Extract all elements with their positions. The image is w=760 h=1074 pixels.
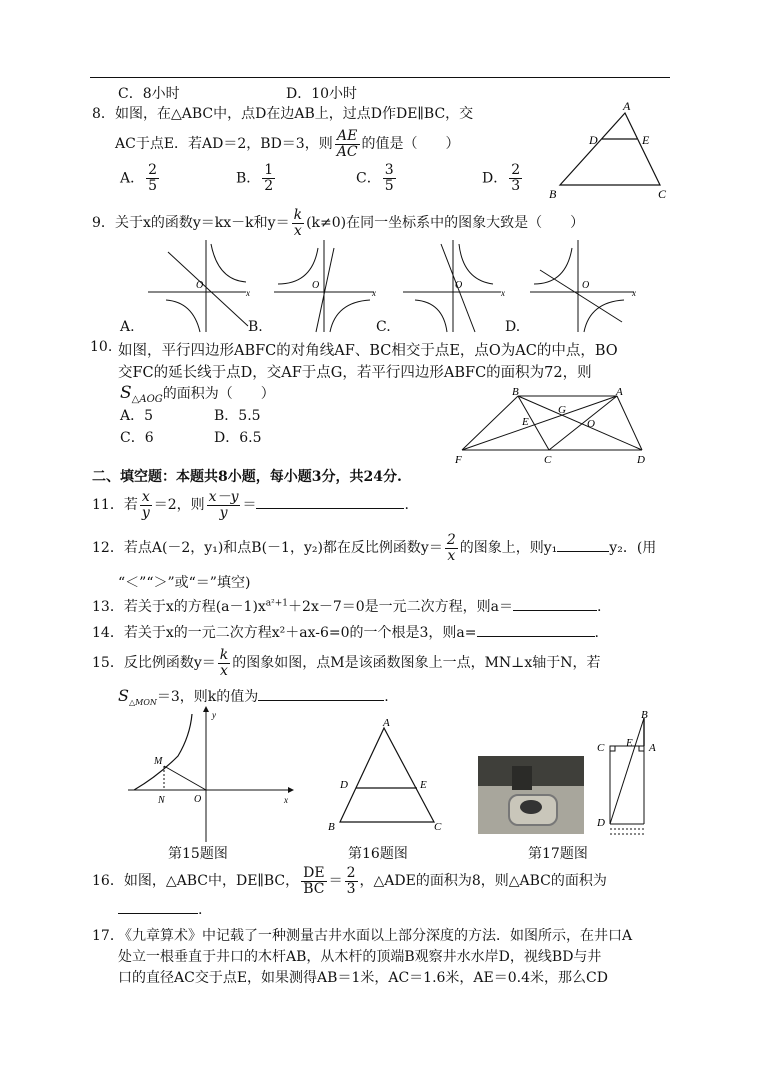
q9-option-c: C.: [376, 319, 391, 335]
section2-title: 二、填空题：本题共8小题，每小题3分，共24分.: [92, 469, 402, 485]
svg-text:x: x: [246, 288, 250, 298]
q8-fraction: $\frac{AE}{AC}$: [336, 127, 358, 160]
q10-line2: 交FC的延长线于点D，交AF于点G，若平行四边形ABFC的面积为72，则: [118, 365, 592, 381]
svg-text:B: B: [641, 709, 648, 721]
svg-text:x: x: [284, 795, 288, 805]
svg-text:E: E: [626, 737, 633, 749]
q15-answer-blank[interactable]: [258, 700, 384, 701]
svg-text:A: A: [649, 742, 656, 754]
q14: 14．若关于x的一元二次方程x²＋ax-6=0的一个根是3，则a= .: [92, 625, 599, 641]
fig17-caption: 第17题图: [528, 846, 588, 862]
q8-label-c: C: [658, 187, 667, 201]
fig16-caption: 第16题图: [348, 846, 408, 862]
svg-text:C: C: [597, 742, 605, 754]
q13: 13．若关于x的方程$(a-1)x^{a^2+1}+2x-7=0$是一元二次方程，则a＝ .: [92, 598, 602, 615]
fig16-triangle: [326, 716, 446, 836]
fig17-well-diagram: [592, 708, 664, 838]
svg-text:A: A: [383, 717, 390, 729]
q17-line2: 处立一根垂直于井口的木杆AB，从木杆的顶端B观察井水水岸D，视线BD与井: [118, 949, 602, 965]
q15-line2: $S_{\triangle MON}=3$，则k的值为 .: [118, 686, 389, 707]
q10-line3: $S_{\triangle AOG}$的面积为（ ）: [120, 383, 275, 405]
svg-text:B: B: [512, 386, 519, 398]
q8-number: 8．: [92, 106, 115, 122]
svg-text:O: O: [312, 280, 320, 291]
q8-option-d: D． $\frac{2}{3}$: [482, 162, 521, 194]
q15-line1: 15．反比例函数y＝ $\frac{k}{x}$ 的图象如图，点M是该函数图象上一点，MN⊥x轴于N，若: [92, 646, 601, 679]
q8-line2: [115, 124, 460, 164]
q17-line1: 《九章算术》中记载了一种测量古井水面以上部分深度的方法．如图所示，在井口A: [118, 928, 633, 944]
q8-option-c: C． $\frac{3}{5}$: [356, 162, 394, 194]
q9-graph-c: [403, 240, 508, 335]
q17-line3: 口的直径AC交于点E，如果测得AB＝1米，AC＝1.6米，AE＝0.4米，那么CD: [118, 970, 608, 986]
q10-line1: 如图，平行四边形ABFC的对角线AF、BC相交于点E，点O为AC的中点，BO: [118, 343, 618, 359]
svg-text:x: x: [501, 288, 505, 298]
svg-text:O: O: [196, 280, 204, 291]
q13-answer-blank[interactable]: [513, 610, 597, 611]
svg-text:y: y: [212, 710, 216, 720]
svg-text:O: O: [587, 418, 595, 430]
q9-number: 9．: [92, 215, 115, 231]
q8-line1: 如图，在△ABC中，点D在边AB上，过点D作DE∥BC，交: [115, 106, 474, 122]
svg-text:O: O: [455, 280, 463, 291]
svg-text:B: B: [328, 821, 335, 833]
svg-text:E: E: [522, 416, 529, 428]
svg-text:A: A: [616, 386, 623, 398]
svg-text:C: C: [544, 454, 552, 466]
q9-graph-a: [148, 240, 253, 335]
svg-text:O: O: [582, 280, 590, 291]
q8-label-b: B: [549, 187, 557, 201]
q8-line2-end: 的值是（ ）: [361, 136, 460, 152]
q12-line2: “＜”“＞”或“＝”填空): [118, 575, 251, 591]
q10-option-b: B．5.5: [214, 408, 261, 424]
q9-graph-d: [530, 240, 640, 335]
q9-option-d: D.: [505, 319, 521, 335]
q8-option-a: A． $\frac{2}{5}$: [120, 162, 158, 194]
q9-text: 关于x的函数y＝kx－k和y＝ $\frac{k}{x}$ (k≠0)在同一坐标系中的图象大致是（ ）: [115, 206, 585, 239]
svg-text:G: G: [558, 404, 566, 416]
q10-option-d: D．6.5: [214, 430, 262, 446]
q14-answer-blank[interactable]: [477, 636, 595, 637]
q7-option-d: D．10小时: [286, 86, 358, 102]
svg-text:E: E: [420, 779, 427, 791]
svg-text:C: C: [434, 821, 442, 833]
q7-option-c: C．8小时: [118, 86, 180, 102]
svg-text:D: D: [597, 817, 605, 829]
q10-option-c: C．6: [120, 430, 154, 446]
svg-text:D: D: [637, 454, 645, 466]
q11-answer-blank[interactable]: [256, 508, 404, 509]
svg-text:x: x: [632, 288, 636, 298]
q11: 11．若 $\frac{x}{y}$ ＝2，则 $\frac{x-y}{y}$ ＝ .: [92, 488, 409, 521]
q8-option-b: B． $\frac{1}{2}$: [236, 162, 274, 194]
q8-label-d: D: [589, 133, 598, 147]
q12-line1: 12．若点A(－2，y₁)和点B(－1，y₂)都在反比例函数y＝ $\frac{2}{x}$ 的图象上，则y₁ y₂．(用: [92, 531, 657, 564]
q8-triangle-figure: [545, 99, 675, 203]
svg-text:M: M: [154, 756, 163, 767]
q10-option-a: A．5: [120, 408, 154, 424]
q16-line2: .: [118, 902, 202, 918]
q9-option-a: A.: [120, 319, 135, 335]
top-rule: [90, 77, 670, 78]
q10-number: 10.: [90, 339, 113, 355]
q8-line2-text: AC于点E．若AD＝2，BD＝3，则: [115, 136, 333, 152]
q17-number: 17．: [92, 928, 124, 944]
svg-text:x: x: [372, 288, 376, 298]
fig15-caption: 第15题图: [168, 846, 228, 862]
q9-option-b: B.: [248, 319, 263, 335]
q10-parallelogram-figure: [452, 386, 662, 466]
q16-answer-blank[interactable]: [118, 913, 198, 914]
fig15-graph: [128, 706, 298, 846]
q8-label-e: E: [642, 133, 650, 147]
well-photo: [478, 756, 584, 834]
svg-text:D: D: [340, 779, 348, 791]
svg-text:N: N: [158, 795, 165, 806]
q12-answer-blank[interactable]: [557, 551, 609, 552]
q8-label-a: A: [623, 99, 631, 113]
q16-line1: 16．如图，△ABC中，DE∥BC， $\frac{DE}{BC}$ ＝ $\frac{2}{3}$ ，△ADE的面积为8，则△ABC的面积为: [92, 864, 607, 897]
svg-text:O: O: [194, 794, 202, 805]
q9-graph-b: [274, 240, 379, 335]
svg-text:F: F: [455, 454, 462, 466]
